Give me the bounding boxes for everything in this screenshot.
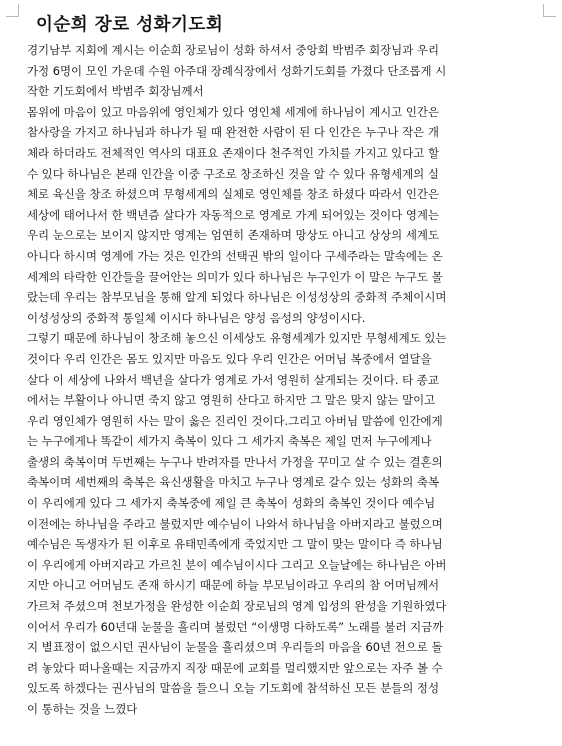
text-line: 작한 기도회에서 박범주 회장님께서 (27, 84, 204, 99)
text-line: 이성성상의 중화적 통일체 이시다 하나님은 양성 음성의 양성이시다. (27, 310, 366, 325)
text-line: 이 우리에게 아버지라고 가르친 분이 예수님이시다 그리고 오늘날에는 하나님은 아버 (27, 557, 447, 572)
text-line: 우리 영인체가 영원히 사는 말이 옳은 진리인 것이다.그리고 아버님 말씀에 인간에게 (27, 413, 443, 428)
text-line: 려 놓았다 떠나올때는 지금까지 직장 때문에 교회를 멀리했지만 앞으로는 자주 볼 수 (27, 660, 443, 675)
text-line: 몸위에 마음이 있고 마음위에 영인체가 있다 영인체 세계에 하나님이 계시고 인간은 (27, 104, 440, 119)
text-line: 수 있다 하나님은 본래 인간을 이중 구조로 창조하신 것을 알 수 있다 유형세계의 실 (27, 166, 439, 181)
text-line: 있도록 하겠다는 권사님의 말씀을 들으니 오늘 기도회에 참석하신 모든 분들의 정성 (27, 681, 440, 696)
margin-corner-mark (543, 4, 556, 17)
text-line: 예수님은 독생자가 된 이후로 유태민족에게 죽었지만 그 말이 맞는 말이다 즉 하나님 (27, 537, 443, 552)
text-line: 이 우리에게 있다 그 세가지 축복중에 제일 큰 축복이 성화의 축복인 것이다 예수님 (27, 496, 436, 511)
text-line: 이어서 우리가 60년대 눈물을 흘리며 불렀던 “이생명 다하도록” 노래를 불러 지금까 (27, 619, 444, 634)
text-line: 살다 이 세상에 나와서 백년을 살다가 영계로 가서 영원히 살게되는 것이다. 타 종교 (27, 372, 439, 387)
text-line: 체로 육신을 창조 하셨으며 무형세계의 실체로 영인체를 창조 하셨다 따라서 인간은 (27, 187, 440, 202)
text-line: 랐는데 우리는 참부모님을 통해 알게 되었다 하나님은 이성성상의 중화적 주체이시며 (27, 290, 447, 305)
text-line: 지만 아니고 어머님도 존재 하시기 때문에 하늘 부모님이라고 우리의 참 어머님께서 (27, 578, 440, 593)
text-line: 아니다 하시며 영계에 가는 것은 인간의 선택권 밖의 일이다 구세주라는 말속에는 온 (27, 248, 443, 263)
text-line: 이전에는 하나님을 주라고 불렀지만 예수님이 나와서 하나님을 아버지라고 불렀으며 (27, 516, 443, 531)
text-line: 이 통하는 것을 느꼈다 (27, 702, 138, 716)
text-line: 경기남부 지회에 계시는 이순희 장로님이 성화 하셔서 중앙회 박범주 회장님과 우리 (27, 43, 440, 57)
text-line: 가르쳐 주셨으며 천보가정을 완성한 이순희 장로님의 영계 입성의 완성을 기원하였다 (27, 599, 447, 614)
text-line: 체라 하더라도 전체적인 역사의 대표요 존재이다 천주적인 가치를 가지고 있다고 할 (27, 145, 440, 160)
text-line: 축복이며 세번째의 축복은 육신생활을 마치고 누구나 영계로 갈수 있는 성화의 축복 (27, 475, 440, 490)
text-line: 참사랑을 가지고 하나님과 하나가 될 때 완전한 사람이 된 다 인간은 누구나 작은 개 (27, 125, 439, 140)
text-line: 지 별표정이 없으시던 권사님이 눈물을 흘리셨으며 우리들의 마음을 60년 전으로 돌 (27, 640, 443, 655)
text-line: 그렇기 때문에 하나님이 창조해 놓으신 이세상도 유형세계가 있지만 무형세계도 있는 (27, 331, 447, 346)
margin-corner-mark (6, 4, 19, 17)
text-line: 는 누구에게나 똑같이 세가지 축복이 있다 그 세가지 축복은 제일 먼저 누구에게나 (27, 434, 432, 449)
document-title: 이순희 장로 성화기도회 (36, 15, 224, 35)
text-line: 에서는 부활이나 아니면 죽지 않고 영원히 산다고 하지만 그 말은 맞지 않는 말이고 (27, 393, 436, 408)
text-line: 것이다 우리 인간은 몸도 있지만 마음도 있다 우리 인간은 어머님 복중에서 열달을 (27, 351, 432, 366)
text-line: 가정 6명이 모인 가운데 수원 아주대 장례식장에서 성화기도회를 가졌다 단조롭게 시 (27, 63, 447, 78)
text-line: 세상에 태어나서 한 백년즘 살다가 자동적으로 영계로 가게 되어있는 것이다 영계는 (27, 207, 440, 222)
text-line: 세계의 타락한 인간들을 끌어안는 의미가 있다 하나님은 누구인가 이 말은 누구도 몰 (27, 269, 443, 284)
text-line: 출생의 축복이며 두번째는 누구나 반려자를 만나서 가정을 꾸미고 살 수 있는 결혼의 (27, 454, 443, 469)
text-line: 우리 눈으로는 보이지 않지만 영계는 엄연히 존재하며 망상도 아니고 상상의 세계도 (27, 228, 440, 243)
document-body (27, 40, 547, 720)
